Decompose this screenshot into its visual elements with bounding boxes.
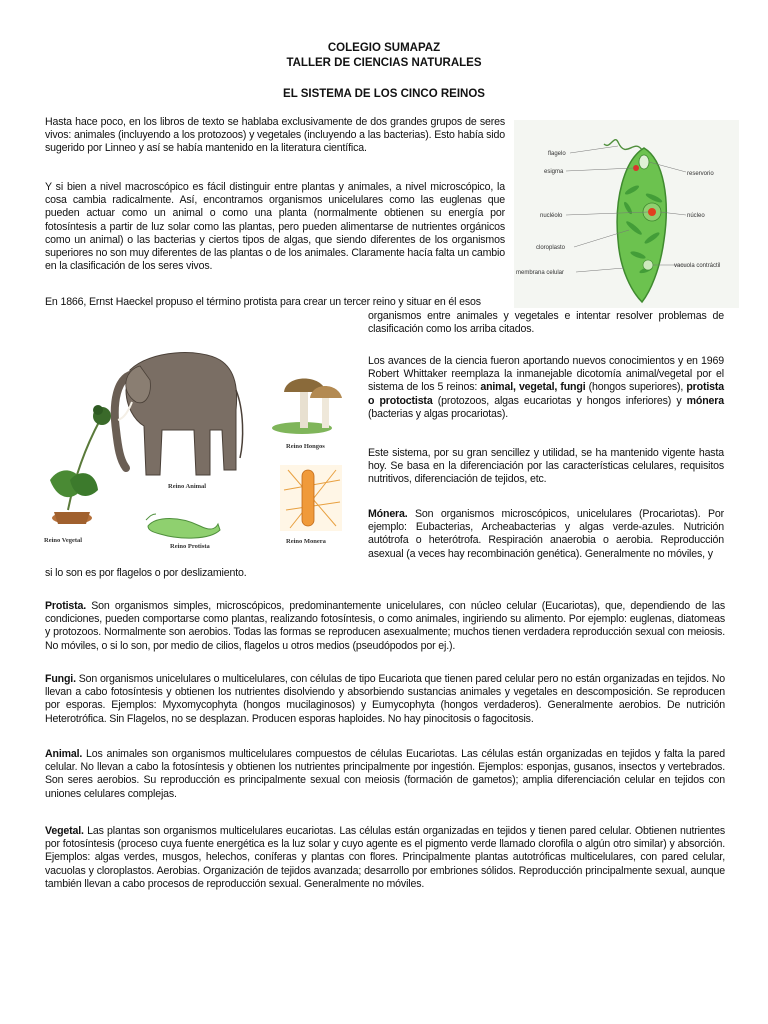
plant-illustration: [50, 405, 111, 524]
bacteria-illustration: [280, 465, 342, 531]
label-cloroplasto: cloroplasto: [536, 245, 566, 251]
animal-label: Animal.: [45, 748, 83, 760]
monera-paragraph-cont: si lo son es por flagelos o por deslizamiento.: [45, 567, 247, 579]
kingdoms-bold-2: protista o protoctista: [368, 381, 725, 407]
vegetal-paragraph: [45, 825, 725, 891]
kingdoms-bold-3: mónera: [686, 394, 724, 407]
whittaker-text: Los avances de la ciencia fueron aportando nuevos conocimientos y en 1969 Robert Whittaker reemplaza la inmanejable dicotomía animal/vegetal por el sistema de los 5 reinos:: [368, 355, 724, 394]
fungi-paragraph: [45, 673, 725, 726]
kingdoms-figure: [40, 330, 360, 560]
vegetal-text: Las plantas son organismos multicelulares eucariotas. Las células están organizadas en tejidos y tienen pared celular. Obtienen nutrientes por fotosíntesis (proceso cuya fuente energética es la luz solar y cuyo agente es el pigmento verde llamado clorofila o algún otro similar) y absorción. Ejemplos: algas verdes, musgos, helechos, coníferas y plantas con flores. Principalmente plantas autotróficas multicelulares, con pared celular, vacuolas y cloroplastos. Aerobias. Organización de tejidos avanzada; desarrollo por embriones sólidos. Reproducción principalmente sexual, aunque también llevan a cabo procesos de reproducción sexual. Generalmente no móviles.: [45, 825, 725, 890]
monera-paragraph: [368, 508, 724, 561]
document-title: EL SISTEMA DE LOS CINCO REINOS: [283, 88, 485, 100]
elephant-illustration: [115, 353, 243, 475]
euglena-figure: [514, 120, 739, 308]
caption-animal: Reino Animal: [168, 483, 207, 490]
caption-hongos: Reino Hongos: [286, 443, 325, 450]
protista-label: Protista.: [45, 600, 87, 612]
label-nucleolo: nucléolo: [540, 213, 563, 219]
school-name: COLEGIO SUMAPAZ: [327, 42, 441, 54]
whittaker-text-4: (bacterias y algas procariotas).: [368, 407, 509, 420]
protista-paragraph: [45, 600, 725, 653]
haeckel-paragraph: En 1866, Ernst Haeckel propuso el término protista para crear un tercer reino y situar en él esos: [45, 296, 481, 308]
protista-text: Son organismos simples, microscópicos, predominantemente unicelulares, con núcleo celular (Eucariotas), que, dependiendo de las condiciones, pueden comportarse como plantas, realizando fotosíntesis, o como animales, ingiriendo su alimento. Por ejemplo: euglenas, diatomeas y protozoos. Normalmente son aerobios. Todas las formas se reproducen asexualmente; muchos tienen verdadera reproducción sexual con meiosis. No móviles, o si lo son, por medio de cilios, flagelos u otros medios (pseudópodos por ej.).: [45, 600, 725, 652]
system-paragraph: Este sistema, por su gran sencillez y utilidad, se ha mantenido vigente hasta hoy. Se basa en la diferenciación por las características celulares, requisitos nutritivos, diferenciación de tejidos, etc.: [368, 447, 724, 486]
caption-protista: Reino Protista: [170, 543, 210, 550]
caption-monera: Reino Monera: [286, 538, 326, 545]
whittaker-text-2: (hongos superiores),: [585, 381, 687, 394]
label-estigma: esigma: [544, 169, 564, 175]
fungi-label: Fungi.: [45, 673, 76, 685]
animal-paragraph: [45, 748, 725, 801]
label-membrana: membrana celular: [516, 270, 565, 276]
caption-vegetal: Reino Vegetal: [44, 537, 83, 544]
whittaker-text-3: (protozoos, algas eucariotas y hongos inferiores) y: [432, 394, 687, 407]
label-flagelo: flagelo: [548, 151, 566, 157]
haeckel-paragraph-cont: organismos entre animales y vegetales e intentar resolver problemas de clasificación como los arriba citados.: [368, 310, 724, 336]
label-reservorio: reservorio: [687, 171, 714, 177]
mushroom-illustration: [272, 379, 342, 435]
intro-paragraph: Hasta hace poco, en los libros de texto se hablaba exclusivamente de dos grandes grupos de seres vivos: animales (incluyendo a los protozoos) y vegetales (incluyendo a las bacterias). Esto había sido sugerido por Linneo y así se había mantenido en la literatura científica.: [45, 116, 505, 155]
label-vacuola: vacuola contráctil: [674, 263, 721, 269]
monera-text: Son organismos microscópicos, unicelulares (Procariotas). Por ejemplo: Eubacterias, Archeabacterias y algas verde-azules. Nutrición autótrofa o heterótrofa. Respiración anaerobia o aerobia. Reproducción asexual (a veces hay recombinación genética). Generalmente no móviles, y: [368, 508, 724, 560]
fungi-text: Son organismos unicelulares o multicelulares, con células de tipo Eucariota que tienen pared celular pero no están organizadas en tejidos. No llevan a cabo fotosíntesis y obtienen los nutrientes disolviendo y absorbiendo sustancias animales y vegetales en descomposición. Se reproducen por esporas. Ejemplos: Myxomycophyta (hongos mucilaginosos) y Eumycophyta (hongos verdaderos). Generalmente aerobios. De nutrición Heterotrófica. Sin Flagelos, no se desplazan. Producen esporas haploides. No hay pinocitosis o fagocitosis.: [45, 673, 725, 725]
whittaker-paragraph: [368, 355, 724, 421]
vegetal-label: Vegetal.: [45, 825, 84, 837]
microscopic-paragraph: Y si bien a nivel macroscópico es fácil distinguir entre plantas y animales, a nivel microscópico, la cosa cambia radicalmente. Así, encontramos organismos unicelulares como las euglenas que pueden actuar como un animal o como una planta (normalmente obtienen su energía por fotosíntesis a partir de luz solar como las plantas, pero pueden alimentarse de nutrientes orgánicos como un animal) o las bacterias y ciertos tipos de algas, que siendo diferentes de los organismos superiores no son muy diferentes de las plantas o de los animales. Claramente hacía falta un cambio en la clasificación de los seres vivos.: [45, 181, 505, 273]
label-nucleo: núcleo: [687, 213, 705, 219]
protist-illustration: [146, 514, 220, 538]
kingdoms-bold-1: animal, vegetal, fungi: [480, 381, 586, 394]
monera-label: Mónera.: [368, 508, 408, 520]
workshop-title: TALLER DE CIENCIAS NATURALES: [286, 57, 482, 69]
animal-text: Los animales son organismos multicelulares compuestos de células Eucariotas. Las células están organizadas en tejidos y falta la pared celular. No llevan a cabo la fotosíntesis y obtienen los nutrientes principalmente por ingestión. Ejemplos: esponjas, gusanos, insectos y vertebrados. Son seres aerobios. Su reproducción es principalmente sexual con meiosis (formación de gametos); amplia diferenciación celular en tejidos con uniones celulares complejas.: [45, 748, 725, 800]
